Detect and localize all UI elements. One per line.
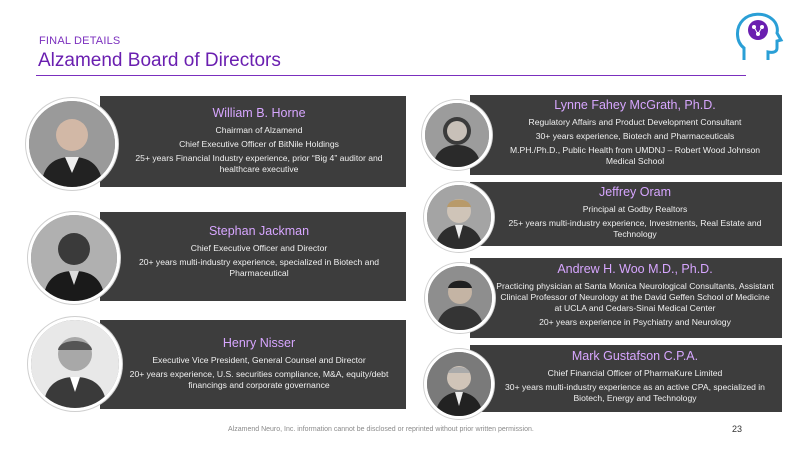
director-card-horne <box>100 96 406 187</box>
director-name: Lynne Fahey McGrath, Ph.D. <box>554 98 716 112</box>
director-detail: Chairman of Alzamend <box>215 125 303 135</box>
director-photo <box>424 182 494 252</box>
section-kicker: FINAL DETAILS <box>39 35 121 47</box>
page-number: 23 <box>732 424 743 434</box>
director-card-mcgrath <box>470 95 782 175</box>
director-detail: Chief Executive Officer and Director <box>190 243 328 253</box>
director-detail: 25+ years Financial Industry experience, prior “Big 4” auditor and healthcare executive <box>135 153 383 174</box>
title-divider <box>36 75 746 76</box>
director-detail: Principal at Godby Realtors <box>582 204 688 214</box>
director-detail: Regulatory Affairs and Product Development Consultant <box>528 117 742 127</box>
director-photo <box>425 263 495 333</box>
director-photo <box>422 100 492 170</box>
director-photo <box>424 349 494 419</box>
director-card-oram <box>470 182 782 246</box>
director-name: Andrew H. Woo M.D., Ph.D. <box>557 262 713 276</box>
director-name: William B. Horne <box>212 106 306 120</box>
director-photo <box>26 98 118 190</box>
page-title: Alzamend Board of Directors <box>38 50 281 71</box>
director-name: Stephan Jackman <box>208 224 310 238</box>
director-card-nisser <box>100 320 406 409</box>
director-detail: 20+ years experience, U.S. securities compliance, M&A, equity/debt financings and corporate governance <box>129 369 389 390</box>
director-detail: 20+ years multi-industry experience, specialized in Biotech and Pharmaceutical <box>138 257 380 278</box>
director-card-woo <box>470 258 782 338</box>
director-name: Henry Nisser <box>222 336 296 350</box>
director-photo <box>28 212 120 304</box>
director-card-gustafson <box>470 345 782 412</box>
director-detail: Chief Financial Officer of PharmaKure Limited <box>547 368 723 378</box>
director-photo <box>28 317 122 411</box>
director-detail: 30+ years multi-industry experience as an active CPA, specialized in Biotech, Energy and Technology <box>505 382 765 403</box>
director-card-jackman <box>100 212 406 301</box>
director-detail: Chief Executive Officer of BitNile Holdings <box>179 139 339 149</box>
director-name: Mark Gustafson C.P.A. <box>571 349 699 363</box>
director-detail: 25+ years multi-industry experience, Investments, Real Estate and Technology <box>508 218 762 239</box>
director-detail: 30+ years experience, Biotech and Pharmaceuticals <box>535 131 735 141</box>
director-detail: 20+ years experience in Psychiatry and Neurology <box>539 317 731 327</box>
director-detail: Executive Vice President, General Counsel and Director <box>152 355 366 365</box>
brain-head-logo-icon <box>730 8 786 66</box>
director-detail: Practicing physician at Santa Monica Neurological Consultants, Assistant Clinical Professor of Neurology at the David Geffen School of Medicine at UCLA and Cedars-Sinai Medical Center <box>496 281 774 313</box>
footer-disclaimer: Alzamend Neuro, Inc. information cannot be disclosed or reprinted without prior written permission. <box>228 426 534 433</box>
director-detail: M.PH./Ph.D., Public Health from UMDNJ – Robert Wood Johnson Medical School <box>509 145 761 166</box>
director-name: Jeffrey Oram <box>598 185 671 199</box>
